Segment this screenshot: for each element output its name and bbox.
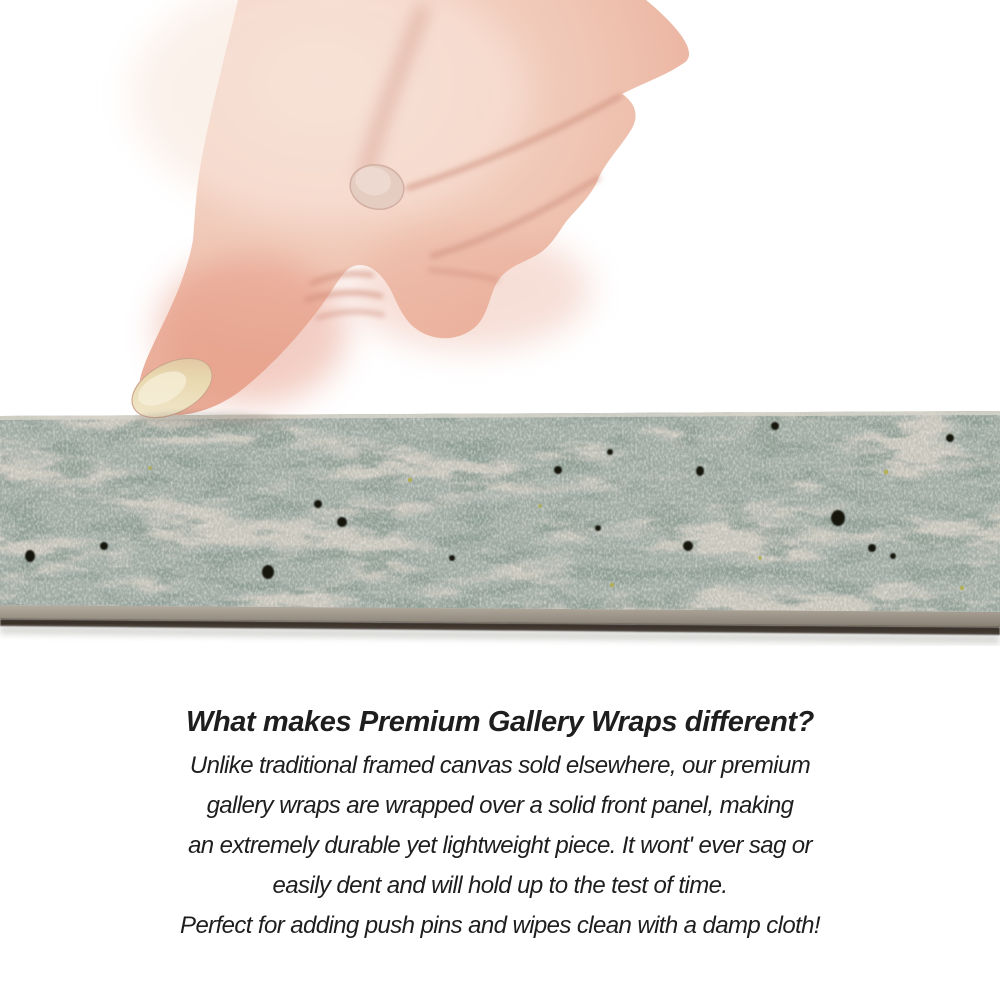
hand-graphic	[0, 0, 1000, 432]
hand-photo	[0, 0, 1000, 432]
body-line-2: gallery wraps are wrapped over a solid front panel, making	[206, 792, 794, 819]
body-line-5: Perfect for adding push pins and wipes clean with a damp cloth!	[180, 912, 820, 939]
body-line-4: easily dent and will hold up to the test of time.	[272, 872, 728, 899]
canvas-weave-dark	[0, 411, 1000, 612]
canvas-edge-graphic	[0, 408, 1000, 653]
headline: What makes Premium Gallery Wraps different?	[186, 706, 814, 738]
marketing-copy	[0, 700, 1000, 946]
body-line-1: Unlike traditional framed canvas sold elsewhere, our premium	[189, 752, 811, 779]
body-line-3: an extremely durable yet lightweight piece. It wont' ever sag or	[188, 832, 812, 859]
canvas-edge-photo	[0, 408, 1000, 653]
thumb-contact-shadow	[135, 412, 275, 426]
knuckle-shading	[350, 230, 590, 350]
